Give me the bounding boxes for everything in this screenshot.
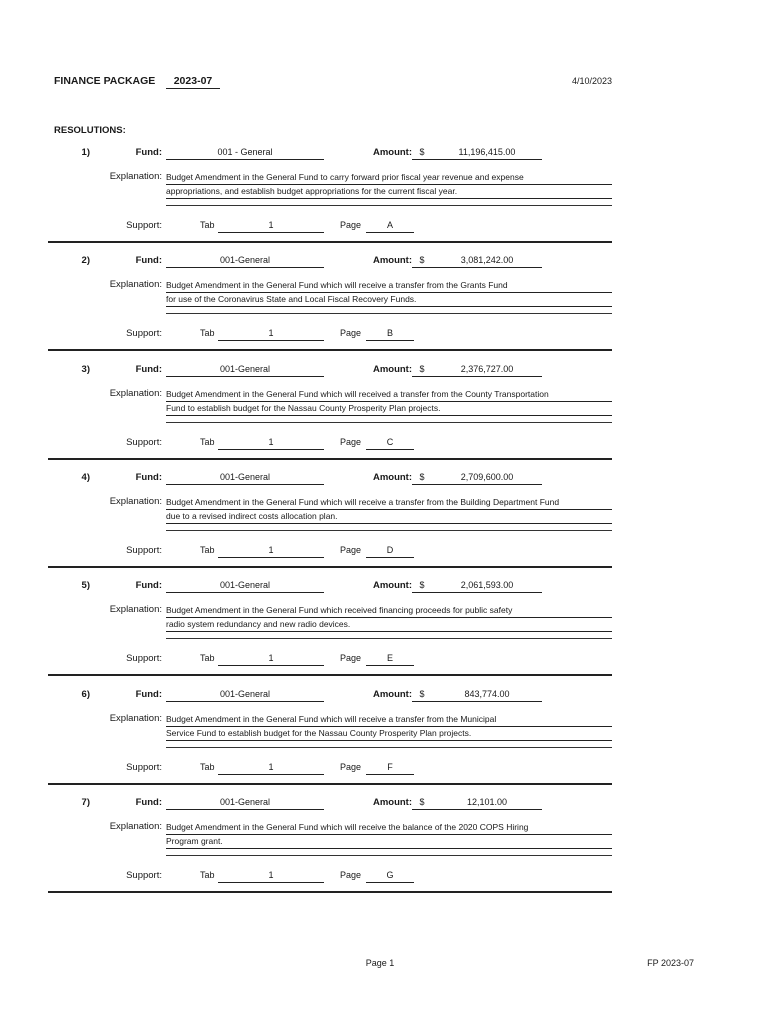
explanation-label: Explanation: [109,821,162,832]
fund-label: Fund: [135,472,162,483]
page-value: F [366,762,414,775]
explanation-label: Explanation: [109,713,162,724]
amount-label: Amount: [372,689,412,700]
explanation-line-1: Budget Amendment in the General Fund to carry forward prior fiscal year revenue and expense [166,170,612,185]
amount-label: Amount: [372,797,412,808]
explanation-line-2: radio system redundancy and new radio devices. [166,617,612,632]
amount-value: 11,196,415.00 [432,147,542,160]
explanation-label: Explanation: [109,171,162,182]
currency-symbol: $ [412,364,432,377]
amount-value: 2,061,593.00 [432,580,542,593]
explanation-label: Explanation: [109,279,162,290]
section-divider [48,241,612,243]
support-label: Support: [126,870,162,881]
explanation-line-2: due to a revised indirect costs allocation plan. [166,509,612,524]
footer-reference: FP 2023-07 [647,958,694,968]
page-number: Page 1 [365,958,395,968]
support-label: Support: [126,437,162,448]
tab-value: 1 [218,328,324,341]
blank-line [166,205,612,206]
resolution-number: 5) [81,580,90,591]
page-value: E [366,653,414,666]
support-label: Support: [126,220,162,231]
package-number: 2023-07 [166,75,220,89]
fund-value: 001-General [166,255,324,268]
explanation-line-1: Budget Amendment in the General Fund which will receive a transfer from the Building Department Fund [166,495,612,510]
amount-label: Amount: [372,472,412,483]
explanation-line-1: Budget Amendment in the General Fund which will receive a transfer from the Municipal [166,712,612,727]
explanation-line-1: Budget Amendment in the General Fund which will receive the balance of the 2020 COPS Hiring [166,820,612,835]
document-date: 4/10/2023 [571,76,612,86]
resolution-number: 3) [81,364,90,375]
tab-label: Tab [200,437,215,447]
page-value: A [366,220,414,233]
support-label: Support: [126,328,162,339]
section-divider [48,783,612,785]
amount-value: 843,774.00 [432,689,542,702]
page-value: G [366,870,414,883]
fund-value: 001-General [166,472,324,485]
tab-label: Tab [200,328,215,338]
support-label: Support: [126,653,162,664]
section-title: RESOLUTIONS: [54,125,126,136]
fund-label: Fund: [135,797,162,808]
section-divider [48,891,612,893]
amount-value: 2,709,600.00 [432,472,542,485]
currency-symbol: $ [412,147,432,160]
page-label: Page [340,762,362,772]
amount-label: Amount: [372,255,412,266]
page-label: Page [340,545,362,555]
tab-value: 1 [218,762,324,775]
support-label: Support: [126,545,162,556]
currency-symbol: $ [412,689,432,702]
page-value: C [366,437,414,450]
amount-label: Amount: [372,580,412,591]
page-label: Page [340,653,362,663]
fund-value: 001-General [166,797,324,810]
currency-symbol: $ [412,797,432,810]
page-label: Page [340,328,362,338]
fund-label: Fund: [135,689,162,700]
resolution-number: 7) [81,797,90,808]
tab-value: 1 [218,653,324,666]
page-label: Page [340,437,362,447]
fund-label: Fund: [135,147,162,158]
resolution-number: 1) [81,147,90,158]
resolution-number: 2) [81,255,90,266]
amount-label: Amount: [372,147,412,158]
blank-line [166,855,612,856]
tab-value: 1 [218,545,324,558]
support-label: Support: [126,762,162,773]
currency-symbol: $ [412,255,432,268]
explanation-line-1: Budget Amendment in the General Fund which received financing proceeds for public safety [166,603,612,618]
tab-label: Tab [200,762,215,772]
blank-line [166,530,612,531]
tab-label: Tab [200,220,215,230]
resolution-number: 6) [81,689,90,700]
page-label: Page [340,870,362,880]
tab-label: Tab [200,545,215,555]
fund-label: Fund: [135,580,162,591]
section-divider [48,566,612,568]
fund-value: 001 - General [166,147,324,160]
tab-value: 1 [218,437,324,450]
explanation-line-2: Service Fund to establish budget for the Nassau County Prosperity Plan projects. [166,726,612,741]
page-value: B [366,328,414,341]
page-value: D [366,545,414,558]
currency-symbol: $ [412,472,432,485]
tab-value: 1 [218,220,324,233]
tab-label: Tab [200,870,215,880]
amount-value: 12,101.00 [432,797,542,810]
fund-label: Fund: [135,255,162,266]
explanation-label: Explanation: [109,496,162,507]
amount-value: 3,081,242.00 [432,255,542,268]
blank-line [166,313,612,314]
document-title: FINANCE PACKAGE [54,75,156,87]
fund-value: 001-General [166,580,324,593]
resolution-number: 4) [81,472,90,483]
blank-line [166,747,612,748]
fund-value: 001-General [166,689,324,702]
blank-line [166,638,612,639]
blank-line [166,422,612,423]
tab-label: Tab [200,653,215,663]
amount-value: 2,376,727.00 [432,364,542,377]
explanation-line-2: for use of the Coronavirus State and Local Fiscal Recovery Funds. [166,292,612,307]
explanation-label: Explanation: [109,388,162,399]
fund-label: Fund: [135,364,162,375]
amount-label: Amount: [372,364,412,375]
tab-value: 1 [218,870,324,883]
currency-symbol: $ [412,580,432,593]
explanation-line-2: Fund to establish budget for the Nassau County Prosperity Plan projects. [166,401,612,416]
explanation-line-2: appropriations, and establish budget appropriations for the current fiscal year. [166,184,612,199]
fund-value: 001-General [166,364,324,377]
explanation-line-2: Program grant. [166,834,612,849]
section-divider [48,458,612,460]
page-label: Page [340,220,362,230]
explanation-line-1: Budget Amendment in the General Fund which will received a transfer from the County Transportation [166,387,612,402]
explanation-label: Explanation: [109,604,162,615]
section-divider [48,349,612,351]
section-divider [48,674,612,676]
explanation-line-1: Budget Amendment in the General Fund which will receive a transfer from the Grants Fund [166,278,612,293]
